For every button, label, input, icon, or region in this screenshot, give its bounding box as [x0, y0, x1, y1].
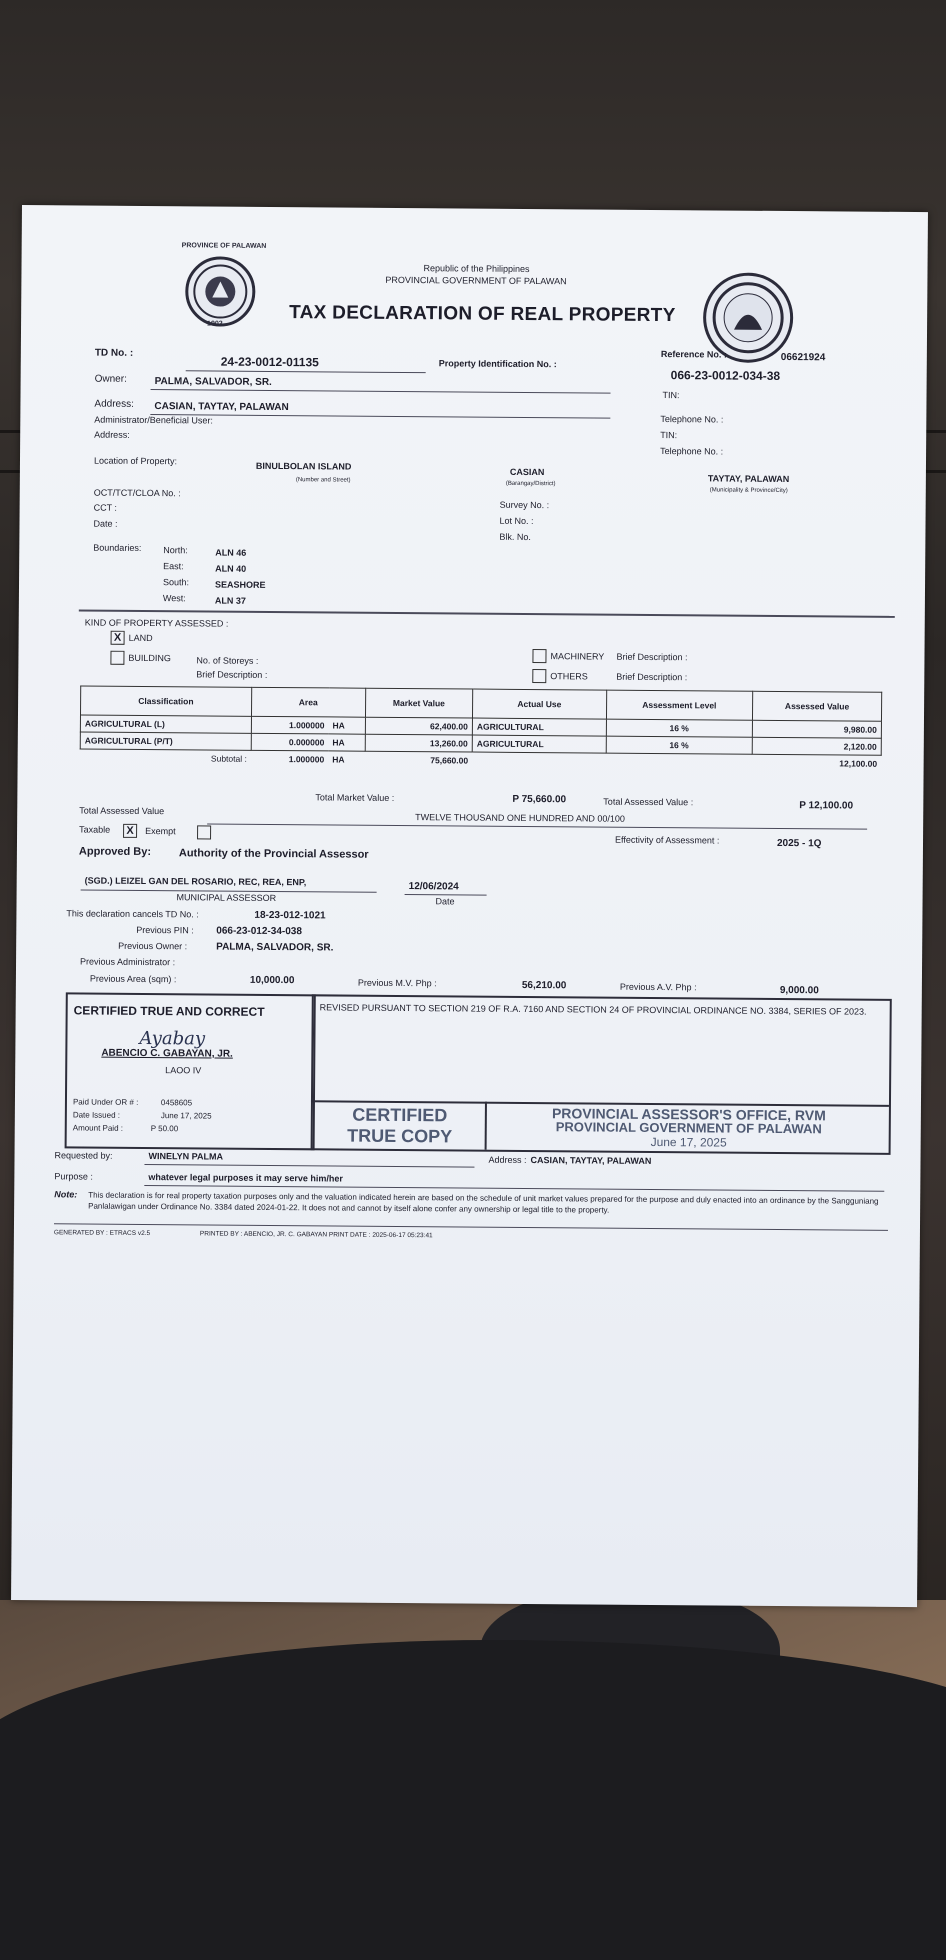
or-value: 0458605	[160, 1098, 193, 1108]
row1-assessment-level: 16 %	[606, 719, 753, 737]
land-label: LAND	[128, 632, 153, 644]
exempt-label: Exempt	[145, 825, 176, 837]
owner-underline	[151, 389, 611, 394]
words-underline	[207, 823, 867, 829]
exempt-checkbox[interactable]	[197, 825, 211, 839]
republic-text: Republic of the Philippines	[423, 263, 530, 274]
location-street: BINULBOLAN ISLAND	[255, 460, 352, 472]
stamp-divider	[485, 1102, 487, 1150]
kind-label: KIND OF PROPERTY ASSESSED :	[84, 617, 229, 629]
approver-name: (SGD.) LEIZEL GAN DEL ROSARIO, REC, REA, ENP,	[84, 875, 307, 888]
total-market-value: P 75,660.00	[512, 793, 567, 806]
stamp-date: June 17, 2025	[650, 1134, 727, 1150]
total-market-value-label: Total Market Value :	[315, 792, 395, 803]
stamp-office: PROVINCIAL ASSESSOR'S OFFICE, RVM	[551, 1105, 826, 1124]
lap-clothing	[0, 1640, 946, 1960]
reference-label: Reference No. :	[660, 349, 727, 360]
building-checkbox[interactable]	[110, 651, 124, 665]
previous-mv-label: Previous M.V. Php :	[357, 977, 437, 989]
signature-scribble: Ayabay	[139, 1027, 206, 1050]
subtotal-market-value: 75,660.00	[430, 755, 469, 766]
request-address-value: CASIAN, TAYTAY, PALAWAN	[530, 1155, 652, 1166]
south-label: South:	[163, 577, 190, 588]
taxable-label: Taxable	[79, 824, 111, 835]
row2-unit: HA	[328, 734, 365, 751]
requested-by-label: Requested by:	[54, 1150, 113, 1161]
machinery-label: MACHINERY	[550, 651, 605, 662]
owner-label: Owner:	[94, 373, 127, 385]
printed-by: PRINTED BY : ABENCIO, JR. C. GABAYAN PRINT DATE : 2025-06-17 05:23:41	[199, 1230, 433, 1240]
certified-heading: CERTIFIED TRUE AND CORRECT	[73, 1003, 265, 1019]
generated-by: GENERATED BY : ETRACS v2.5	[53, 1229, 151, 1238]
previous-pin-value: 066-23-012-34-038	[216, 925, 302, 938]
east-value: ALN 40	[215, 563, 247, 574]
row2-market-value: 13,260.00	[365, 734, 472, 752]
td-value: 24-23-0012-01135	[220, 354, 319, 370]
cct-label: CCT :	[93, 502, 118, 513]
west-value: ALN 37	[214, 595, 246, 606]
classification-table	[80, 685, 883, 771]
td-label: TD No. :	[94, 347, 134, 359]
reference-value: 06621924	[780, 351, 826, 364]
certifier-name: ABENCIO C. GABAYAN, JR.	[101, 1047, 233, 1060]
others-brief-label: Brief Description :	[616, 671, 688, 683]
south-value: SEASHORE	[214, 579, 266, 590]
cancels-label: This declaration cancels TD No. :	[66, 908, 199, 920]
remarks-text: REVISED PURSUANT TO SECTION 219 OF R.A. 7160 AND SECTION 24 OF PROVINCIAL ORDINANCE NO. 3384, SERIES OF 2023.	[319, 1002, 867, 1017]
header-assessed-value: Assessed Value	[752, 691, 881, 721]
others-checkbox[interactable]	[532, 669, 546, 683]
effectivity-value: 2025 - 1Q	[776, 837, 822, 850]
certified-true-copy-stamp	[315, 1104, 485, 1147]
survey-label: Survey No. :	[499, 499, 550, 511]
row1-market-value: 62,400.00	[365, 717, 472, 735]
subtotal-assessed-value: 12,100.00	[839, 758, 878, 769]
row1-area: 1.000000	[251, 716, 328, 734]
stamp-government: PROVINCIAL GOVERNMENT OF PALAWAN	[555, 1119, 822, 1137]
owner-value: PALMA, SALVADOR, SR.	[154, 376, 272, 388]
building-brief-label: Brief Description :	[196, 669, 268, 680]
oct-label: OCT/TCT/CLOA No. :	[93, 487, 181, 499]
row2-assessment-level: 16 %	[606, 736, 753, 754]
machinery-checkbox[interactable]	[532, 649, 546, 663]
section-divider	[79, 609, 895, 617]
previous-area-value: 10,000.00	[249, 974, 295, 987]
seal-text: PROVINCE OF PALAWAN	[181, 242, 267, 250]
assessed-value-words: TWELVE THOUSAND ONE HUNDRED AND 00/100	[415, 812, 625, 824]
previous-mv-value: 56,210.00	[521, 979, 567, 992]
amount-paid-label: Amount Paid :	[72, 1123, 124, 1133]
province-seal-icon	[185, 256, 256, 327]
storeys-label: No. of Storeys :	[196, 655, 259, 666]
subtotal-label: Subtotal :	[210, 753, 247, 764]
previous-av-value: 9,000.00	[779, 984, 819, 997]
location-barangay: CASIAN	[509, 466, 545, 478]
amount-paid-value: P 50.00	[150, 1124, 179, 1134]
header-classification: Classification	[80, 686, 251, 716]
government-text: PROVINCIAL GOVERNMENT OF PALAWAN	[385, 274, 567, 287]
subtotal-area: 1.000000	[288, 754, 325, 765]
address2-label: Address:	[94, 429, 130, 440]
taxable-checkbox[interactable]: X	[123, 824, 137, 838]
tax-declaration-document	[11, 205, 928, 1607]
building-label: BUILDING	[128, 652, 172, 664]
pin-label: Property Identification No. :	[438, 358, 557, 370]
location-municipality: TAYTAY, PALAWAN	[707, 473, 790, 485]
seal-year: 1902	[207, 320, 223, 328]
header-market-value: Market Value	[365, 688, 473, 718]
header-actual-use: Actual Use	[472, 689, 606, 719]
row2-actual-use: AGRICULTURAL	[472, 735, 606, 753]
header-assessment-level: Assessment Level	[606, 690, 753, 720]
address-underline	[150, 414, 610, 419]
address-label: Address:	[94, 398, 134, 410]
header-area: Area	[251, 687, 365, 717]
telephone2-label: Telephone No. :	[660, 446, 724, 457]
row2-classification: AGRICULTURAL (P/T)	[80, 732, 251, 750]
west-label: West:	[162, 593, 186, 604]
row2-area: 0.000000	[251, 733, 328, 751]
previous-area-label: Previous Area (sqm) :	[89, 973, 177, 985]
approval-date-label: Date	[435, 896, 455, 907]
previous-admin-label: Previous Administrator :	[80, 956, 176, 968]
date-label: Date :	[93, 518, 118, 529]
row1-unit: HA	[328, 717, 365, 734]
boundaries-label: Boundaries:	[93, 542, 142, 553]
note-label: Note:	[54, 1189, 78, 1200]
tin2-label: TIN:	[660, 430, 678, 441]
location-street-caption: (Number and Street)	[295, 477, 351, 484]
location-municipality-caption: (Municipality & Province/City)	[709, 487, 788, 495]
approved-by-authority: Authority of the Provincial Assessor	[178, 847, 369, 861]
certifier-position: LAOO IV	[165, 1065, 202, 1076]
location-barangay-caption: (Barangay/District)	[505, 480, 556, 488]
row1-actual-use: AGRICULTURAL	[472, 718, 606, 736]
or-label: Paid Under OR # :	[72, 1097, 139, 1107]
blk-label: Blk. No.	[499, 531, 531, 543]
assessed-value-words-label: Total Assessed Value	[79, 805, 165, 817]
pin-value: 066-23-0012-034-38	[670, 368, 781, 383]
td-underline	[186, 370, 426, 373]
lot-label: Lot No. :	[499, 515, 534, 527]
approved-by-label: Approved By:	[78, 845, 152, 859]
date-issued-label: Date Issued :	[72, 1110, 121, 1120]
date-issued-value: June 17, 2025	[160, 1111, 212, 1121]
total-assessed-value-label: Total Assessed Value :	[603, 796, 694, 808]
others-label: OTHERS	[550, 671, 588, 682]
subtotal-unit: HA	[332, 754, 345, 765]
total-assessed-value: P 12,100.00	[799, 800, 854, 812]
telephone-label: Telephone No. :	[660, 414, 724, 425]
previous-av-label: Previous A.V. Php :	[619, 981, 697, 993]
requested-by-value: WINELYN PALMA	[148, 1151, 224, 1162]
approver-title: MUNICIPAL ASSESSOR	[176, 892, 277, 904]
assessor-office-stamp	[491, 1106, 887, 1151]
stamp-line: TRUE COPY	[347, 1125, 453, 1147]
tin-label: TIN:	[662, 390, 680, 401]
subtotal-empty	[472, 752, 606, 770]
administrator-label: Administrator/Beneficial User:	[94, 414, 213, 426]
document-title: TAX DECLARATION OF REAL PROPERTY	[289, 302, 676, 327]
stamp-line: CERTIFIED	[352, 1104, 448, 1126]
effectivity-label: Effectivity of Assessment :	[614, 834, 720, 846]
subtotal-empty	[606, 753, 753, 771]
requested-by-underline	[144, 1164, 474, 1168]
east-label: East:	[163, 561, 184, 572]
row1-classification: AGRICULTURAL (L)	[80, 715, 251, 733]
north-value: ALN 46	[215, 547, 247, 558]
north-label: North:	[163, 545, 188, 556]
address-value: CASIAN, TAYTAY, PALAWAN	[154, 401, 289, 414]
previous-pin-label: Previous PIN :	[136, 924, 194, 936]
row2-assessed-value: 2,120.00	[752, 737, 881, 755]
machinery-brief-label: Brief Description :	[616, 651, 688, 663]
location-label: Location of Property:	[93, 455, 178, 467]
previous-owner-value: PALMA, SALVADOR, SR.	[216, 941, 334, 954]
footer-divider	[54, 1223, 888, 1231]
cancels-value: 18-23-012-1021	[254, 909, 326, 922]
purpose-value: whatever legal purposes it may serve him/her	[148, 1172, 343, 1184]
approval-date: 12/06/2024	[408, 881, 459, 893]
land-checkbox[interactable]: X	[111, 631, 125, 645]
note-text: This declaration is for real property taxation purposes only and the valuation indicated herein are based on the schedule of unit market values prepared for the purpose and duly enacted into an ordinance by the Sangguniang Panlalawigan under Ordinance No. 3384 dated 2024-01-22. It does not and cannot by itself alone confer any ownership or legal title to the property.	[88, 1190, 879, 1215]
purpose-label: Purpose :	[54, 1171, 93, 1182]
request-address-label: Address :	[488, 1154, 527, 1165]
row1-assessed-value: 9,980.00	[752, 720, 881, 738]
previous-owner-label: Previous Owner :	[118, 940, 188, 952]
